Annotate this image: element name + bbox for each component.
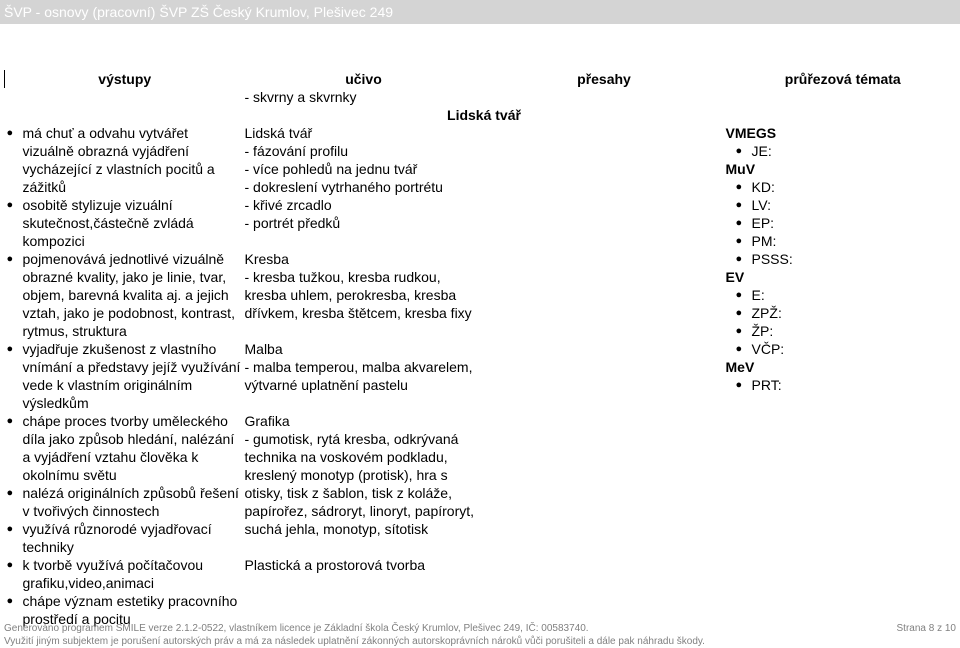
- section-title: Lidská tvář: [5, 106, 960, 124]
- section-title-row: [5, 106, 960, 124]
- page-number: Strana 8 z 10: [897, 622, 956, 635]
- curriculum-table: [4, 70, 960, 628]
- list-item: - portrét předků: [245, 214, 483, 232]
- list-item: ● PM:: [726, 232, 960, 250]
- curriculum-cell: [242, 124, 483, 628]
- kresba-title: Kresba: [245, 250, 483, 268]
- plasticka-title: Plastická a prostorová tvorba: [245, 556, 483, 574]
- list-item: ● ŽP:: [726, 322, 960, 340]
- topic-muv: MuV: [726, 160, 960, 178]
- malba-title: Malba: [245, 340, 483, 358]
- list-item: ● VČP:: [726, 340, 960, 358]
- cross-topics-cell: [723, 124, 960, 628]
- list-item: ● využívá různorodé vyjadřovací techniky: [5, 520, 242, 556]
- list-item: - více pohledů na jednu tvář: [245, 160, 483, 178]
- kresba-text: - kresba tužkou, kresba rudkou, kresba uhlem, perokresba, kresba dřívkem, kresba štětcem, kresba fixy: [245, 268, 483, 322]
- carry-over-text: - skvrny a skvrnky: [242, 88, 483, 106]
- content-row: [5, 124, 960, 628]
- outcomes-list: [5, 124, 242, 628]
- grafika-text: - gumotisk, rytá kresba, odkrývaná technika na voskovém podkladu, kreslený monotyp (protisk), hra s otisky, tisk z šablon, tisk z koláže, papírořez, sádroryt, linoryt, papíroryt, suchá jehla, monotyp, sítotisk: [245, 430, 483, 538]
- topic-mev: MeV: [726, 358, 960, 376]
- list-item: - křivé zrcadlo: [245, 196, 483, 214]
- footer-generated-text: Generováno programem SMILE verze 2.1.2-0522, vlastníkem licence je Základní škola Český Krumlov, Plešivec 249, IČ: 00583740.: [4, 622, 956, 635]
- list-item: ● chápe význam estetiky pracovního prostředí a pocitu: [5, 592, 242, 628]
- list-item: ● LV:: [726, 196, 960, 214]
- grafika-title: Grafika: [245, 412, 483, 430]
- list-item: ● osobitě stylizuje vizuální skutečnost,částečně zvládá kompozici: [5, 196, 242, 250]
- list-item: ● ZPŽ:: [726, 304, 960, 322]
- list-item: ● má chuť a odvahu vytvářet vizuálně obrazná vyjádření vycházející z vlastních pocitů a zážitků: [5, 124, 242, 196]
- list-item: ● k tvorbě využívá počítačovou grafiku,video,animaci: [5, 556, 242, 592]
- header-vystupy: výstupy: [5, 70, 242, 88]
- list-item: ● nalézá originálních způsobů řešení v tvořivých činnostech: [5, 484, 242, 520]
- list-item: ● JE:: [726, 142, 960, 160]
- malba-text: - malba temperou, malba akvarelem, výtvarné uplatnění pastelu: [245, 358, 483, 394]
- header-presahy: přesahy: [483, 70, 723, 88]
- list-item: ● PRT:: [726, 376, 960, 394]
- list-item: ● chápe proces tvorby uměleckého díla jako způsob hledání, nalézání a vyjádření vztahu člověka k okolnímu světu: [5, 412, 242, 484]
- page-footer: [4, 622, 956, 648]
- list-item: - fázování profilu: [245, 142, 483, 160]
- presahy-cell: [483, 124, 723, 628]
- list-item: - dokreslení vytrhaného portrétu: [245, 178, 483, 196]
- outcomes-cell: [5, 124, 242, 628]
- lidska-tvar-title: Lidská tvář: [245, 124, 483, 142]
- header-prurezova-temata: průřezová témata: [723, 70, 960, 88]
- list-item: ● KD:: [726, 178, 960, 196]
- topic-ev: EV: [726, 268, 960, 286]
- list-item: ● EP:: [726, 214, 960, 232]
- list-item: ● PSSS:: [726, 250, 960, 268]
- table-header-row: [5, 70, 960, 88]
- list-item: ● vyjadřuje zkušenost z vlastního vnímání a představy jejíž využívání vede k vlastním originálním výsledkům: [5, 340, 242, 412]
- topic-vmegs: VMEGS: [726, 124, 960, 142]
- footer-copyright-text: Využití jiným subjektem je porušení autorských práv a má za následek uplatnění zákonných autorskoprávních nároků vůči porušiteli a dále pak náhradu škody.: [4, 635, 956, 648]
- list-item: ● E:: [726, 286, 960, 304]
- list-item: ● pojmenovává jednotlivé vizuálně obrazné kvality, jako je linie, tvar, objem, barevná kvalita aj. a jejich vztah, jako je podobnost, kontrast, rytmus, struktura: [5, 250, 242, 340]
- document-title-banner: ŠVP - osnovy (pracovní) ŠVP ZŠ Český Krumlov, Plešivec 249: [0, 0, 960, 24]
- header-ucivo: učivo: [242, 70, 483, 88]
- carry-over-row: [5, 88, 960, 106]
